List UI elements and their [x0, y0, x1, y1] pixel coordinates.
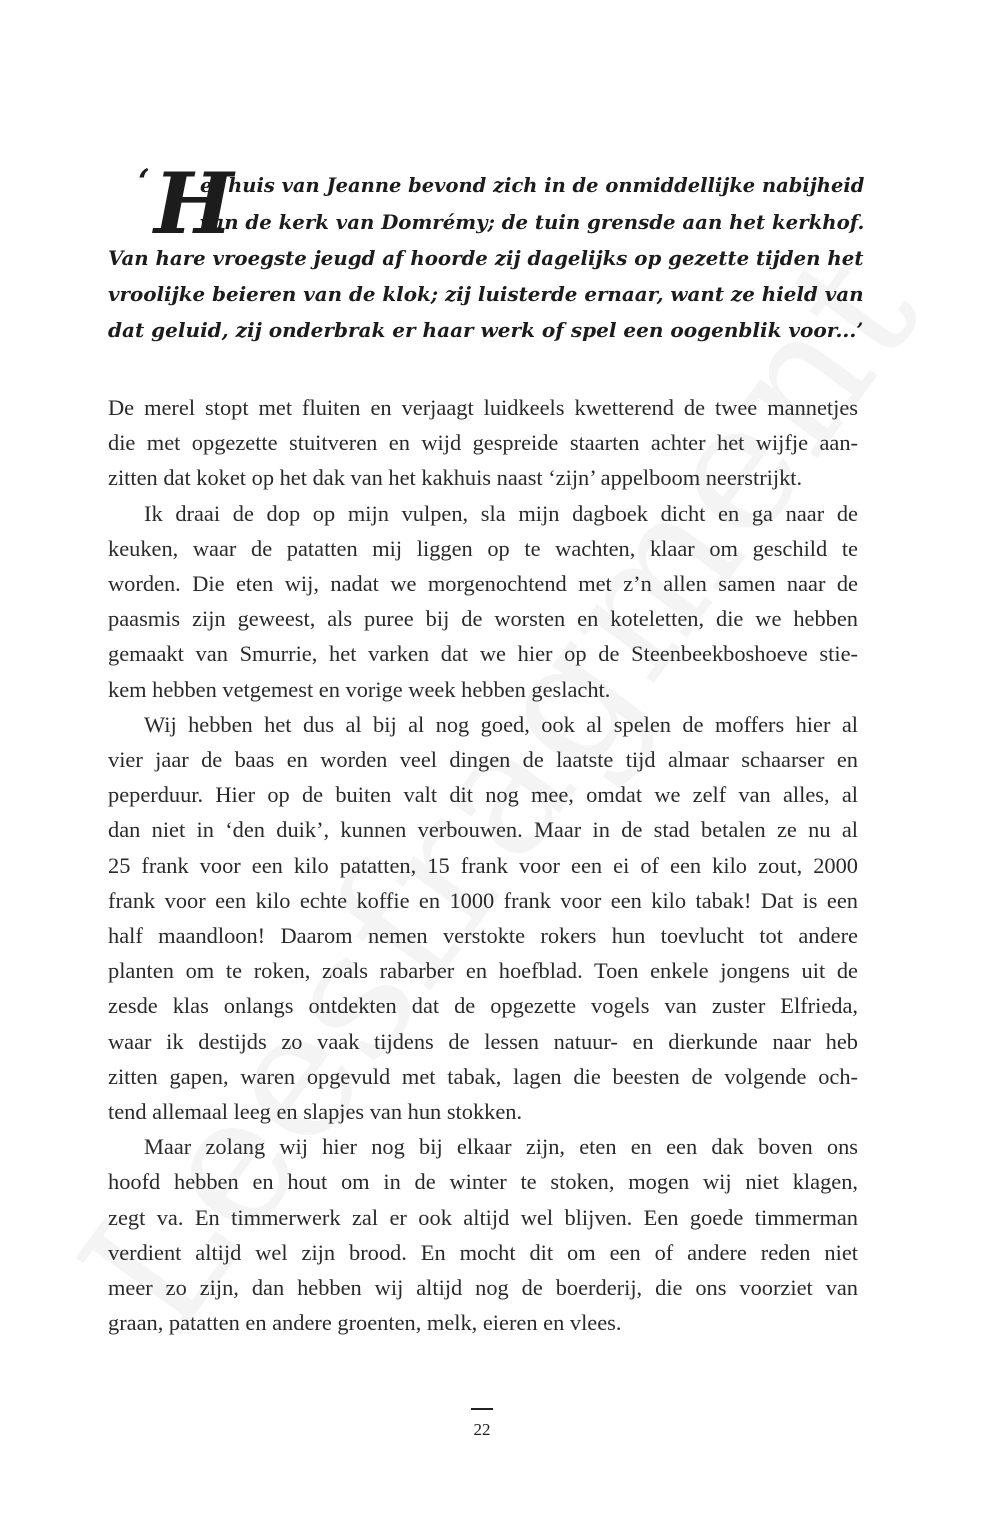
quote-open-mark: ‘: [138, 162, 150, 202]
text-line: zegt va. En timmerwerk zal er ook altijd wel blijven. Een goede timmerman: [108, 1204, 858, 1230]
quote-line: Van hare vroegste jeugd af hoorde zij dagelijks op gezette tijden het: [108, 246, 864, 270]
quote-line: et huis van Jeanne bevond zich in de onmiddellijke nabijheid: [200, 174, 865, 197]
drop-cap: H: [154, 154, 234, 253]
text-line: dan niet in ‘den duik’, kunnen verbouwen. Maar in de stad betalen ze nu al: [108, 817, 858, 843]
text-line: gemaakt van Smurrie, het varken dat we hier op de Steenbeekboshoeve stie-: [108, 641, 858, 667]
text-line: frank voor een kilo echte koffie en 1000 frank voor een kilo tabak! Dat is een: [108, 887, 858, 913]
text-line: half maandloon! Daarom nemen verstokte rokers hun toevlucht tot andere: [108, 923, 858, 949]
text-line: planten om te roken, zoals rabarber en hoefblad. Toen enkele jongens uit de: [108, 958, 858, 984]
text-line: hoofd hebben en hout om in de winter te stoken, mogen wij niet klagen,: [108, 1169, 858, 1195]
body-text: [108, 390, 858, 1340]
text-line: peperduur. Hier op de buiten valt dit nog mee, omdat we zelf van alles, al: [108, 782, 858, 808]
text-line: waar ik destijds zo vaak tijdens de lessen natuur- en dierkunde naar heb: [108, 1028, 858, 1054]
text-line: zitten gapen, waren opgevuld met tabak, lagen die beesten de volgende och-: [108, 1063, 858, 1089]
text-line: meer zo zijn, dan hebben wij altijd nog de boerderij, die ons voorziet van: [108, 1275, 858, 1301]
text-line: Wij hebben het dus al bij al nog goed, ook al spelen de moffers hier al: [144, 711, 858, 737]
text-line: Ik draai de dop op mijn vulpen, sla mijn dagboek dicht en ga naar de: [144, 500, 858, 526]
page-number: 22: [473, 1420, 491, 1439]
text-line: graan, patatten en andere groenten, melk, eieren en vlees.: [108, 1310, 622, 1336]
text-line: 25 frank voor een kilo patatten, 15 frank voor een ei of een kilo zout, 2000: [108, 852, 858, 878]
text-line: worden. Die eten wij, nadat we morgenochtend met z’n allen samen naar de: [108, 571, 858, 597]
quote-line: dat geluid, zij onderbrak er haar werk of spel een oogenblik voor...’: [108, 318, 864, 342]
text-line: vier jaar de baas en worden veel dingen de laatste tijd almaar schaarser en: [108, 747, 858, 773]
text-line: verdient altijd wel zijn brood. En mocht dit om een of andere reden niet: [108, 1239, 858, 1265]
epigraph-quote: [108, 154, 868, 348]
text-line: paasmis zijn geweest, als puree bij de worsten en koteletten, die we hebben: [108, 606, 858, 632]
text-line: zesde klas onlangs ontdekten dat de opgezette vogels van zuster Elfrieda,: [108, 993, 858, 1019]
quote-line: vroolijke beieren van de klok; zij luisterde ernaar, want ze hield van: [108, 282, 864, 306]
text-line: keuken, waar de patatten mij liggen op te wachten, klaar om geschild te: [108, 535, 858, 561]
quote-line: van de kerk van Domrémy; de tuin grensde aan het kerkhof.: [200, 210, 865, 234]
page-number-dash: [471, 1408, 493, 1410]
text-line: tend allemaal leeg en slapjes van hun stokken.: [108, 1099, 523, 1125]
text-line: De merel stopt met fluiten en verjaagt luidkeels kwetterend de twee mannetjes: [108, 395, 858, 420]
text-line: kem hebben vetgemest en vorige week hebben geslacht.: [108, 676, 611, 702]
text-line: die met opgezette stuitveren en wijd gespreide staarten achter het wijfje aan-: [108, 430, 858, 456]
text-line: Maar zolang wij hier nog bij elkaar zijn, eten en een dak boven ons: [144, 1134, 858, 1160]
text-line: zitten dat koket op het dak van het kakhuis naast ‘zijn’ appelboom neerstrijkt.: [108, 465, 803, 491]
